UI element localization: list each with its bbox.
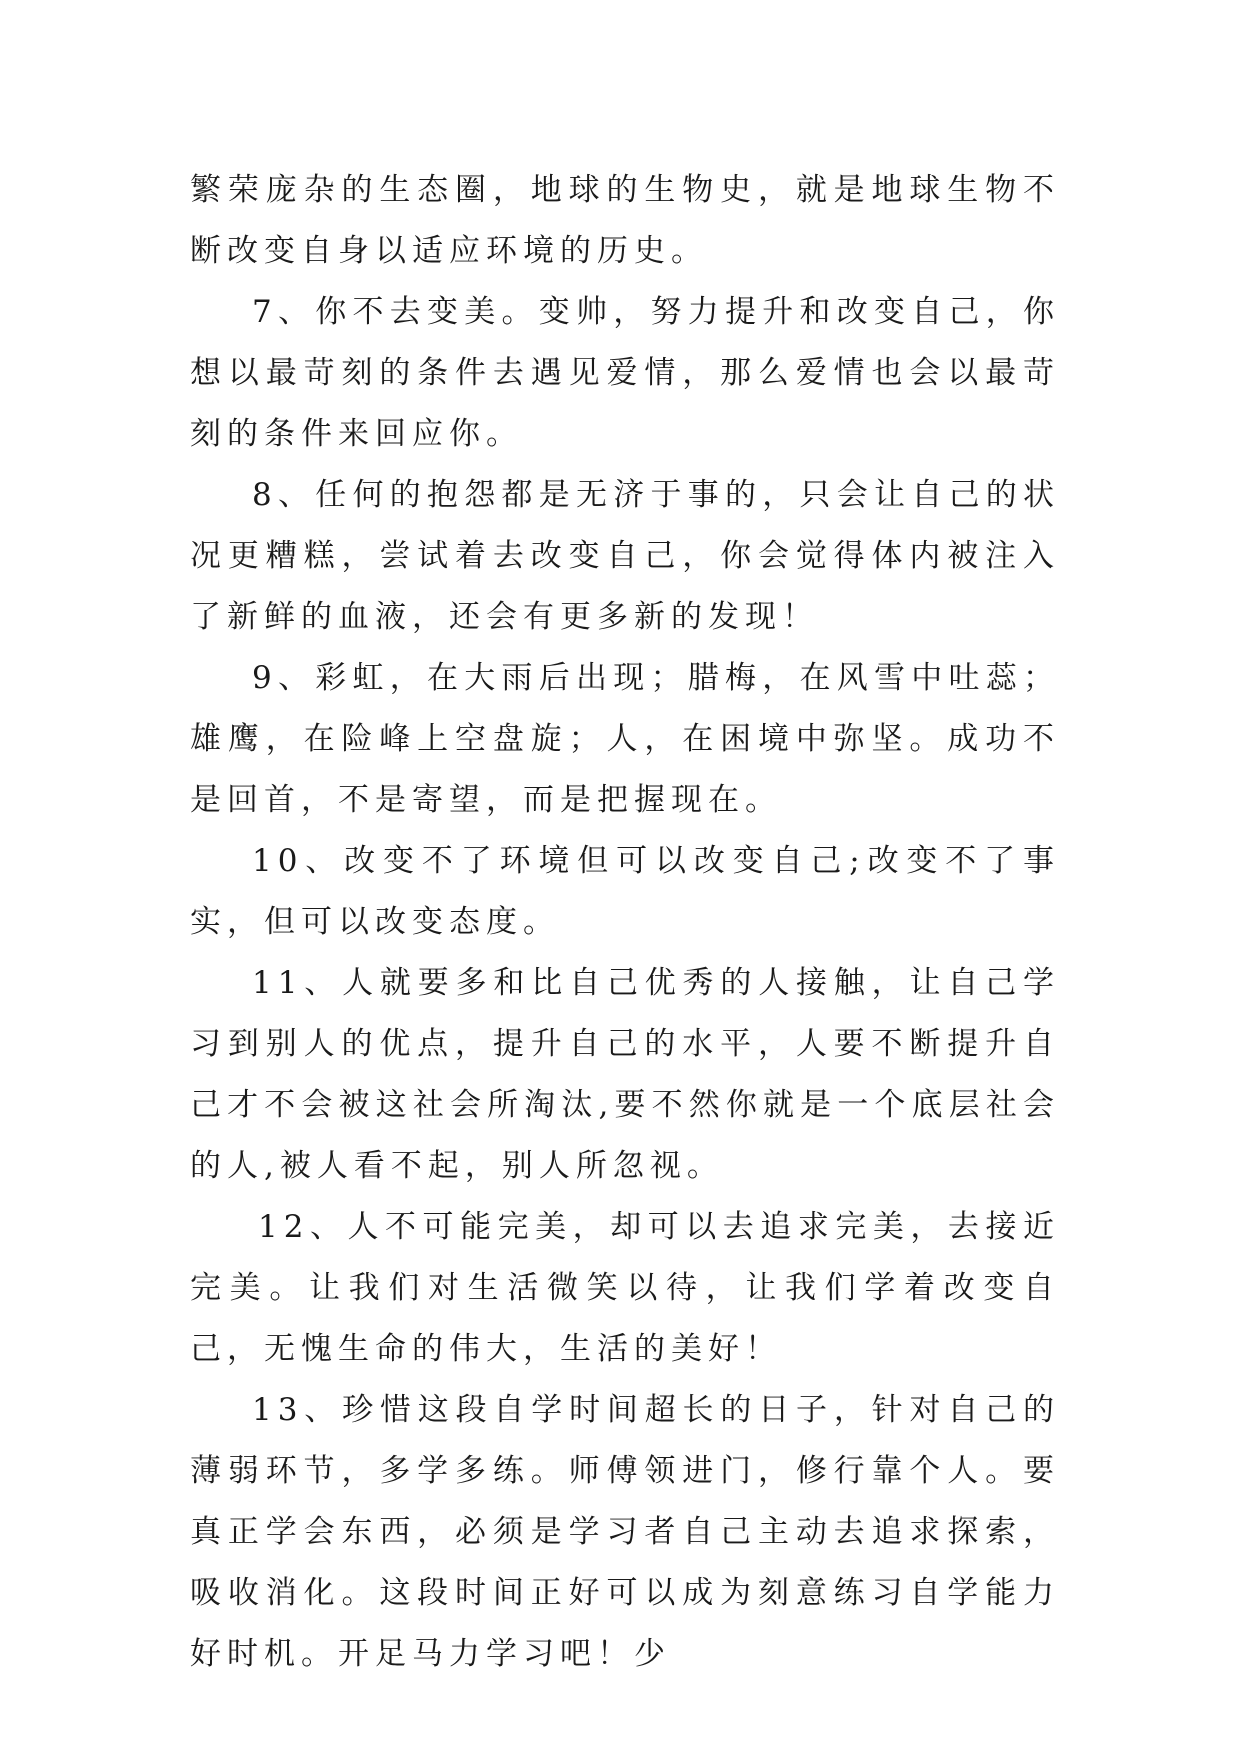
paragraph-continuation: 繁荣庞杂的生态圈，地球的生物史，就是地球生物不断改变自身以适应环境的历史。 <box>190 172 1060 269</box>
document-body <box>190 160 1060 1685</box>
paragraph-item-7: 7、你不去变美。变帅，努力提升和改变自己，你想以最苛刻的条件去遇见爱情，那么爱情也会以最苛刻的条件来回应你。 <box>190 294 1060 452</box>
paragraph-item-8: 8、任何的抱怨都是无济于事的，只会让自己的状况更糟糕，尝试着去改变自己，你会觉得体内被注入了新鲜的血液，还会有更多新的发现！ <box>190 477 1060 635</box>
paragraph-item-11: 11、人就要多和比自己优秀的人接触，让自己学习到别人的优点，提升自己的水平，人要不断提升自己才不会被这社会所淘汰,要不然你就是一个底层社会的人,被人看不起，别人所忽视。 <box>190 965 1060 1184</box>
paragraph-item-10: 10、改变不了环境但可以改变自己;改变不了事实，但可以改变态度。 <box>190 843 1060 940</box>
paragraph-item-9: 9、彩虹，在大雨后出现；腊梅，在风雪中吐蕊；雄鹰，在险峰上空盘旋；人，在困境中弥坚。成功不是回首，不是寄望，而是把握现在。 <box>190 660 1060 818</box>
paragraph-item-12: 12、人不可能完美，却可以去追求完美，去接近完美。让我们对生活微笑以待，让我们学着改变自己，无愧生命的伟大，生活的美好！ <box>190 1209 1060 1367</box>
paragraph-item-13: 13、珍惜这段自学时间超长的日子，针对自己的薄弱环节，多学多练。师傅领进门，修行靠个人。要真正学会东西，必须是学习者自己主动去追求探索，吸收消化。这段时间正好可以成为刻意练习自学能力好时机。开足马力学习吧！少 <box>190 1392 1060 1672</box>
